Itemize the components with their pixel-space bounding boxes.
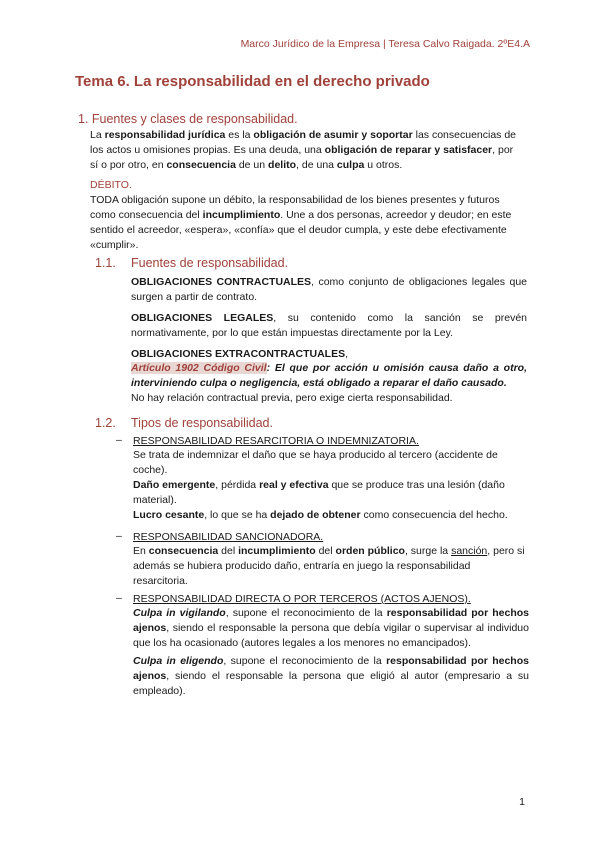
extracontractual-obligations-title: OBLIGACIONES EXTRACONTRACTUALES,	[131, 348, 349, 360]
page-number: 1	[519, 796, 525, 808]
sancionadora-paragraph: En consecuencia del incumplimiento del orden público, surge la sanción, pero si además se hubiera producido daño, entraría en juego la responsabilidad resarcitoria.	[133, 545, 525, 587]
resarcitoria-p1: Se trata de indemnizar el daño que se haya producido al tercero (accidente de coche).	[133, 449, 498, 476]
article-1902-paragraph: Artículo 1902 Código Civil: El que por acción u omisión causa daño a otro, interviniendo culpa o negligencia, está obligado a reparar el daño causado.	[131, 362, 527, 389]
debito-paragraph: TODA obligación supone un débito, la responsabilidad de los bienes presentes y futuros como consecuencia del incumplimiento. Une a dos personas, acreedor y deudor; en este sentido el acreedor, «espera», «confía» que el deudor cumpla, y este debe efectivamente «cumplir».	[90, 194, 512, 251]
dano-emergente: Daño emergente, pérdida real y efectiva que se produce tras una lesión (daño material).	[133, 479, 505, 506]
debito-label: DÉBITO.	[90, 179, 132, 191]
subsection-1-2-number: 1.2.	[95, 416, 116, 430]
sancionadora-title: RESPONSABILIDAD SANCIONADORA.	[133, 531, 324, 543]
legal-obligations: OBLIGACIONES LEGALES, su contenido como la sanción se prevén normativamente, por lo que están impuestas directamente por la Ley.	[131, 312, 528, 339]
culpa-in-eligendo: Culpa in eligendo, supone el reconocimiento de la responsabilidad por hechos ajenos, siendo el responsable la persona que eligió al autor (empresario a su empleado).	[133, 655, 529, 697]
list-dash: –	[116, 434, 122, 446]
subsection-1-2-title: Tipos de responsabilidad.	[131, 416, 273, 430]
list-dash: –	[116, 592, 122, 604]
section-1-heading: 1. Fuentes y clases de responsabilidad.	[78, 112, 298, 126]
article-1902-highlight: Artículo 1902 Código Civil	[131, 362, 267, 374]
contractual-obligations: OBLIGACIONES CONTRACTUALES, como conjunto de obligaciones legales que surgen a partir de contrato.	[131, 276, 527, 303]
resarcitoria-title: RESPONSABILIDAD RESARCITORIA O INDEMNIZATORIA.	[133, 435, 419, 447]
page-header: Marco Jurídico de la Empresa | Teresa Calvo Raigada. 2ºE4.A	[240, 38, 530, 50]
extracontractual-note: No hay relación contractual previa, pero exige cierta responsabilidad.	[131, 392, 453, 404]
subsection-1-1-title: Fuentes de responsabilidad.	[131, 256, 289, 270]
lucro-cesante: Lucro cesante, lo que se ha dejado de obtener como consecuencia del hecho.	[133, 509, 508, 521]
culpa-in-vigilando: Culpa in vigilando, supone el reconocimiento de la responsabilidad por hechos ajenos, siendo el responsable la persona que debía vigilar o supervisar al individuo que los ha ocasionado (autores legales a los menores no emancipados).	[133, 607, 530, 649]
page-title: Tema 6. La responsabilidad en el derecho privado	[75, 73, 430, 90]
intro-paragraph: La responsabilidad jurídica es la obligación de asumir y soportar las consecuencias de los actos u omisiones propias. Es una deuda, una obligación de reparar y satisfacer, por sí o por otro, en consecuencia de un delito, de una culpa u otros.	[90, 129, 517, 171]
directa-title: RESPONSABILIDAD DIRECTA O POR TERCEROS (ACTOS AJENOS).	[133, 593, 471, 605]
subsection-1-1-number: 1.1.	[95, 256, 116, 270]
list-dash: –	[116, 530, 122, 542]
